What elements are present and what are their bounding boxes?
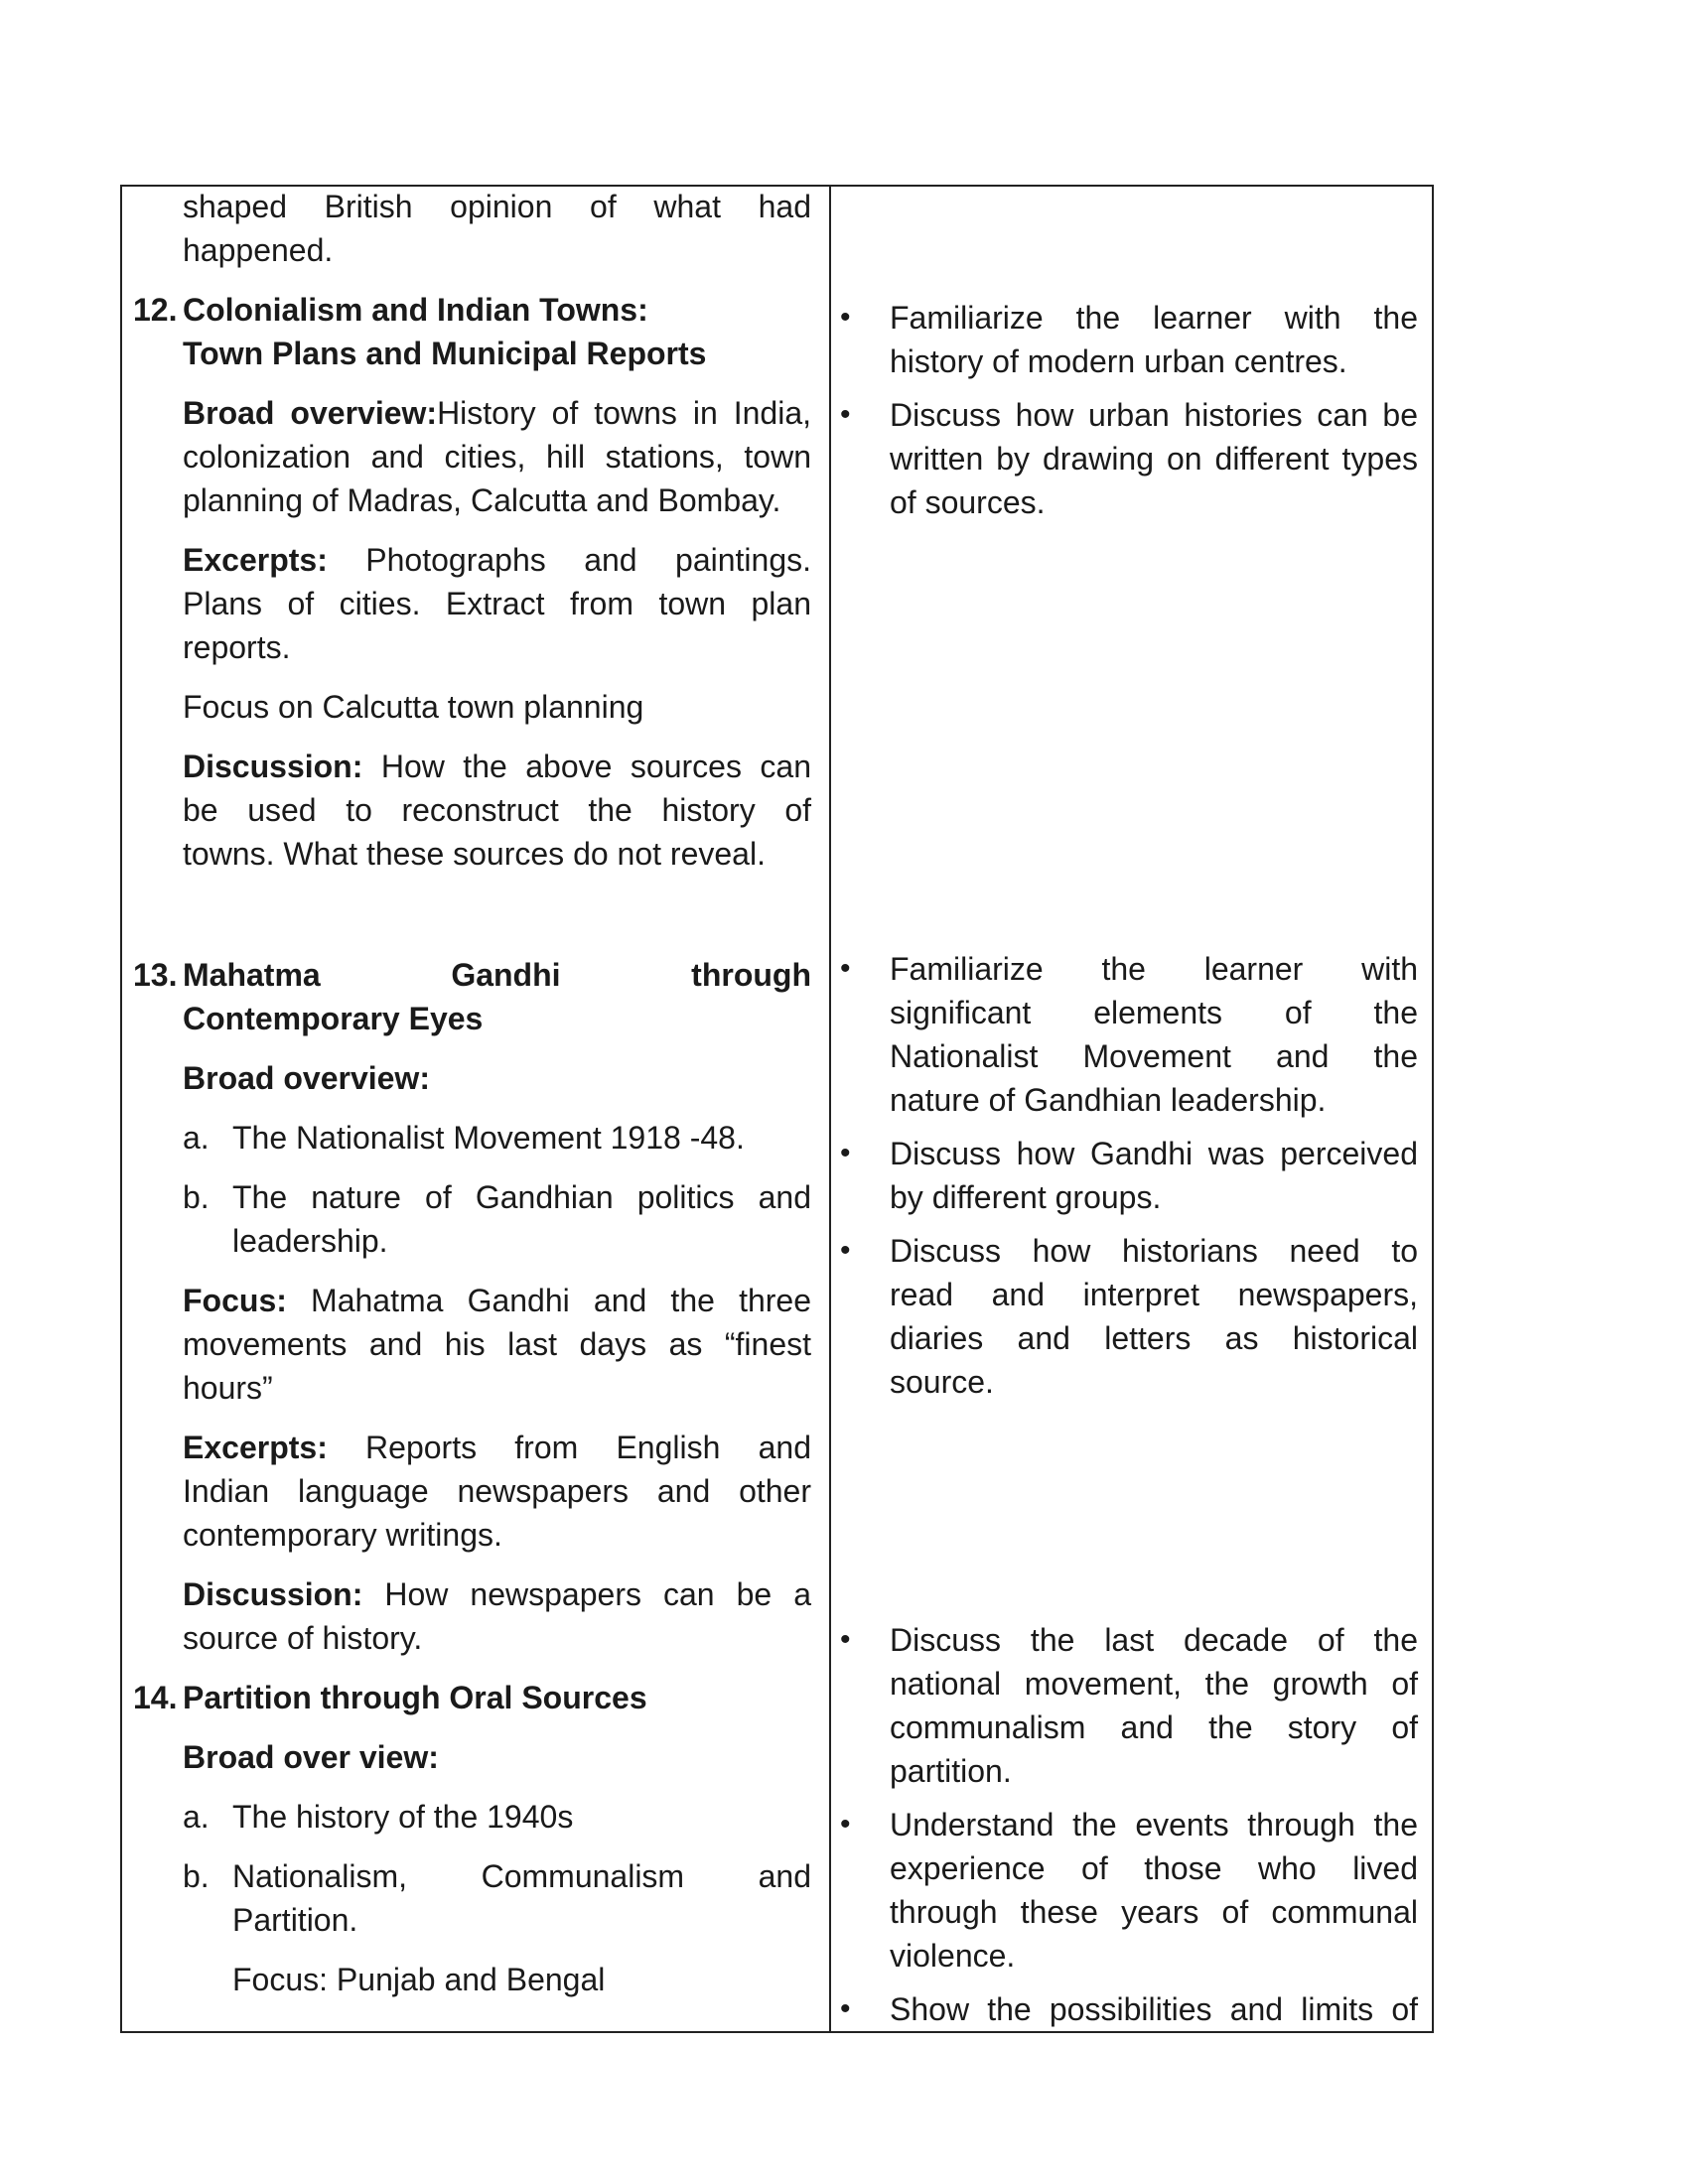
focus-line: hours”	[183, 1370, 273, 1406]
discussion-text: How newspapers can be a	[362, 1576, 811, 1612]
excerpts-line: Plans of cities. Extract from town plan	[183, 586, 811, 621]
section-14-overview-label: Broad over view:	[183, 1739, 439, 1775]
section-12-excerpts	[183, 538, 811, 582]
section-14-title: Partition through Oral Sources	[183, 1680, 647, 1715]
overview-text: History of towns in India,	[437, 395, 812, 431]
discussion-line: be used to reconstruct the history of	[183, 792, 811, 828]
objective-line: partition.	[890, 1753, 1012, 1789]
objective-line: Discuss how Gandhi was perceived	[890, 1136, 1418, 1171]
section-12-number: 12.	[133, 292, 178, 328]
excerpts-line: contemporary writings.	[183, 1517, 502, 1553]
objective-line: communalism and the story of	[890, 1709, 1418, 1745]
discussion-line: towns. What these sources do not reveal.	[183, 836, 766, 872]
objective-line: nature of Gandhian leadership.	[890, 1082, 1327, 1118]
item-b-text: The nature of Gandhian politics and	[232, 1179, 811, 1215]
continued-text-line: shaped British opinion of what had	[183, 189, 811, 224]
bullet-marker: •	[840, 1992, 851, 2025]
section-12-focus: Focus on Calcutta town planning	[183, 689, 644, 725]
section-14-number: 14.	[133, 1680, 178, 1715]
bullet-marker: •	[840, 301, 851, 334]
bullet-marker: •	[840, 1137, 851, 1169]
objective-line: experience of those who lived	[890, 1850, 1418, 1886]
objective-line: national movement, the growth of	[890, 1666, 1418, 1702]
item-a-text: The Nationalist Movement 1918 -48.	[232, 1120, 745, 1156]
overview-line: planning of Madras, Calcutta and Bombay.	[183, 482, 781, 518]
overview-line: colonization and cities, hill stations, town	[183, 439, 811, 475]
objective-line: by different groups.	[890, 1179, 1162, 1215]
objective-line: violence.	[890, 1938, 1016, 1974]
focus-line: movements and his last days as “finest	[183, 1326, 811, 1362]
overview-label: Broad overview:	[183, 395, 438, 431]
section-12-title: Colonialism and Indian Towns:	[183, 292, 648, 328]
section-13-excerpts	[183, 1426, 811, 1469]
section-13-subtitle: Contemporary Eyes	[183, 1001, 484, 1036]
section-13-overview-label: Broad overview:	[183, 1060, 430, 1096]
section-12-discussion	[183, 745, 811, 788]
objective-line: source.	[890, 1364, 994, 1400]
section-13-title: Mahatma Gandhi through	[183, 957, 811, 993]
excerpts-text: Photographs and paintings.	[327, 542, 811, 578]
objective-line: Discuss how urban histories can be	[890, 397, 1418, 433]
discussion-text: How the above sources can	[362, 749, 811, 784]
objective-line: Familiarize the learner with the	[890, 300, 1418, 336]
discussion-line: source of history.	[183, 1620, 423, 1656]
section-14-focus: Focus: Punjab and Bengal	[232, 1962, 606, 1997]
objective-line: through these years of communal	[890, 1894, 1418, 1930]
bullet-marker: •	[840, 1234, 851, 1267]
item-a-label: a.	[183, 1799, 210, 1835]
section-13-number: 13.	[133, 957, 178, 993]
item-a-label: a.	[183, 1120, 210, 1156]
section-13-focus	[183, 1279, 811, 1322]
objective-line: read and interpret newspapers,	[890, 1277, 1418, 1312]
section-13-discussion	[183, 1572, 811, 1616]
discussion-label: Discussion:	[183, 1576, 363, 1612]
excerpts-text: Reports from English and	[327, 1430, 811, 1465]
bullet-marker: •	[840, 1808, 851, 1841]
objective-line: Discuss the last decade of the	[890, 1622, 1418, 1658]
objective-line: Show the possibilities and limits of	[890, 1991, 1418, 2027]
item-b-label: b.	[183, 1858, 210, 1894]
excerpts-line: reports.	[183, 629, 291, 665]
bullet-marker: •	[840, 398, 851, 431]
bullet-marker: •	[840, 1623, 851, 1656]
excerpts-label: Excerpts:	[183, 1430, 328, 1465]
item-b-text: leadership.	[232, 1223, 388, 1259]
objective-line: Understand the events through the	[890, 1807, 1418, 1843]
column-divider	[829, 187, 831, 2031]
excerpts-line: Indian language newspapers and other	[183, 1473, 811, 1509]
objective-line: history of modern urban centres.	[890, 343, 1347, 379]
objective-line: Nationalist Movement and the	[890, 1038, 1418, 1074]
item-a-text: The history of the 1940s	[232, 1799, 574, 1835]
section-12-overview	[183, 391, 811, 435]
objective-line: Familiarize the learner with	[890, 951, 1418, 987]
continued-text-line: happened.	[183, 232, 334, 268]
objective-line: Discuss how historians need to	[890, 1233, 1418, 1269]
objective-line: significant elements of the	[890, 995, 1418, 1030]
objective-line: diaries and letters as historical	[890, 1320, 1418, 1356]
item-b-text: Partition.	[232, 1902, 358, 1938]
objective-line: written by drawing on different types	[890, 441, 1418, 477]
discussion-label: Discussion:	[183, 749, 363, 784]
item-b-label: b.	[183, 1179, 210, 1215]
section-12-subtitle: Town Plans and Municipal Reports	[183, 336, 707, 371]
bullet-marker: •	[840, 952, 851, 985]
focus-label: Focus:	[183, 1283, 287, 1318]
item-b-text: Nationalism, Communalism and	[232, 1858, 811, 1894]
excerpts-label: Excerpts:	[183, 542, 328, 578]
objective-line: of sources.	[890, 484, 1046, 520]
focus-text: Mahatma Gandhi and the three	[286, 1283, 811, 1318]
